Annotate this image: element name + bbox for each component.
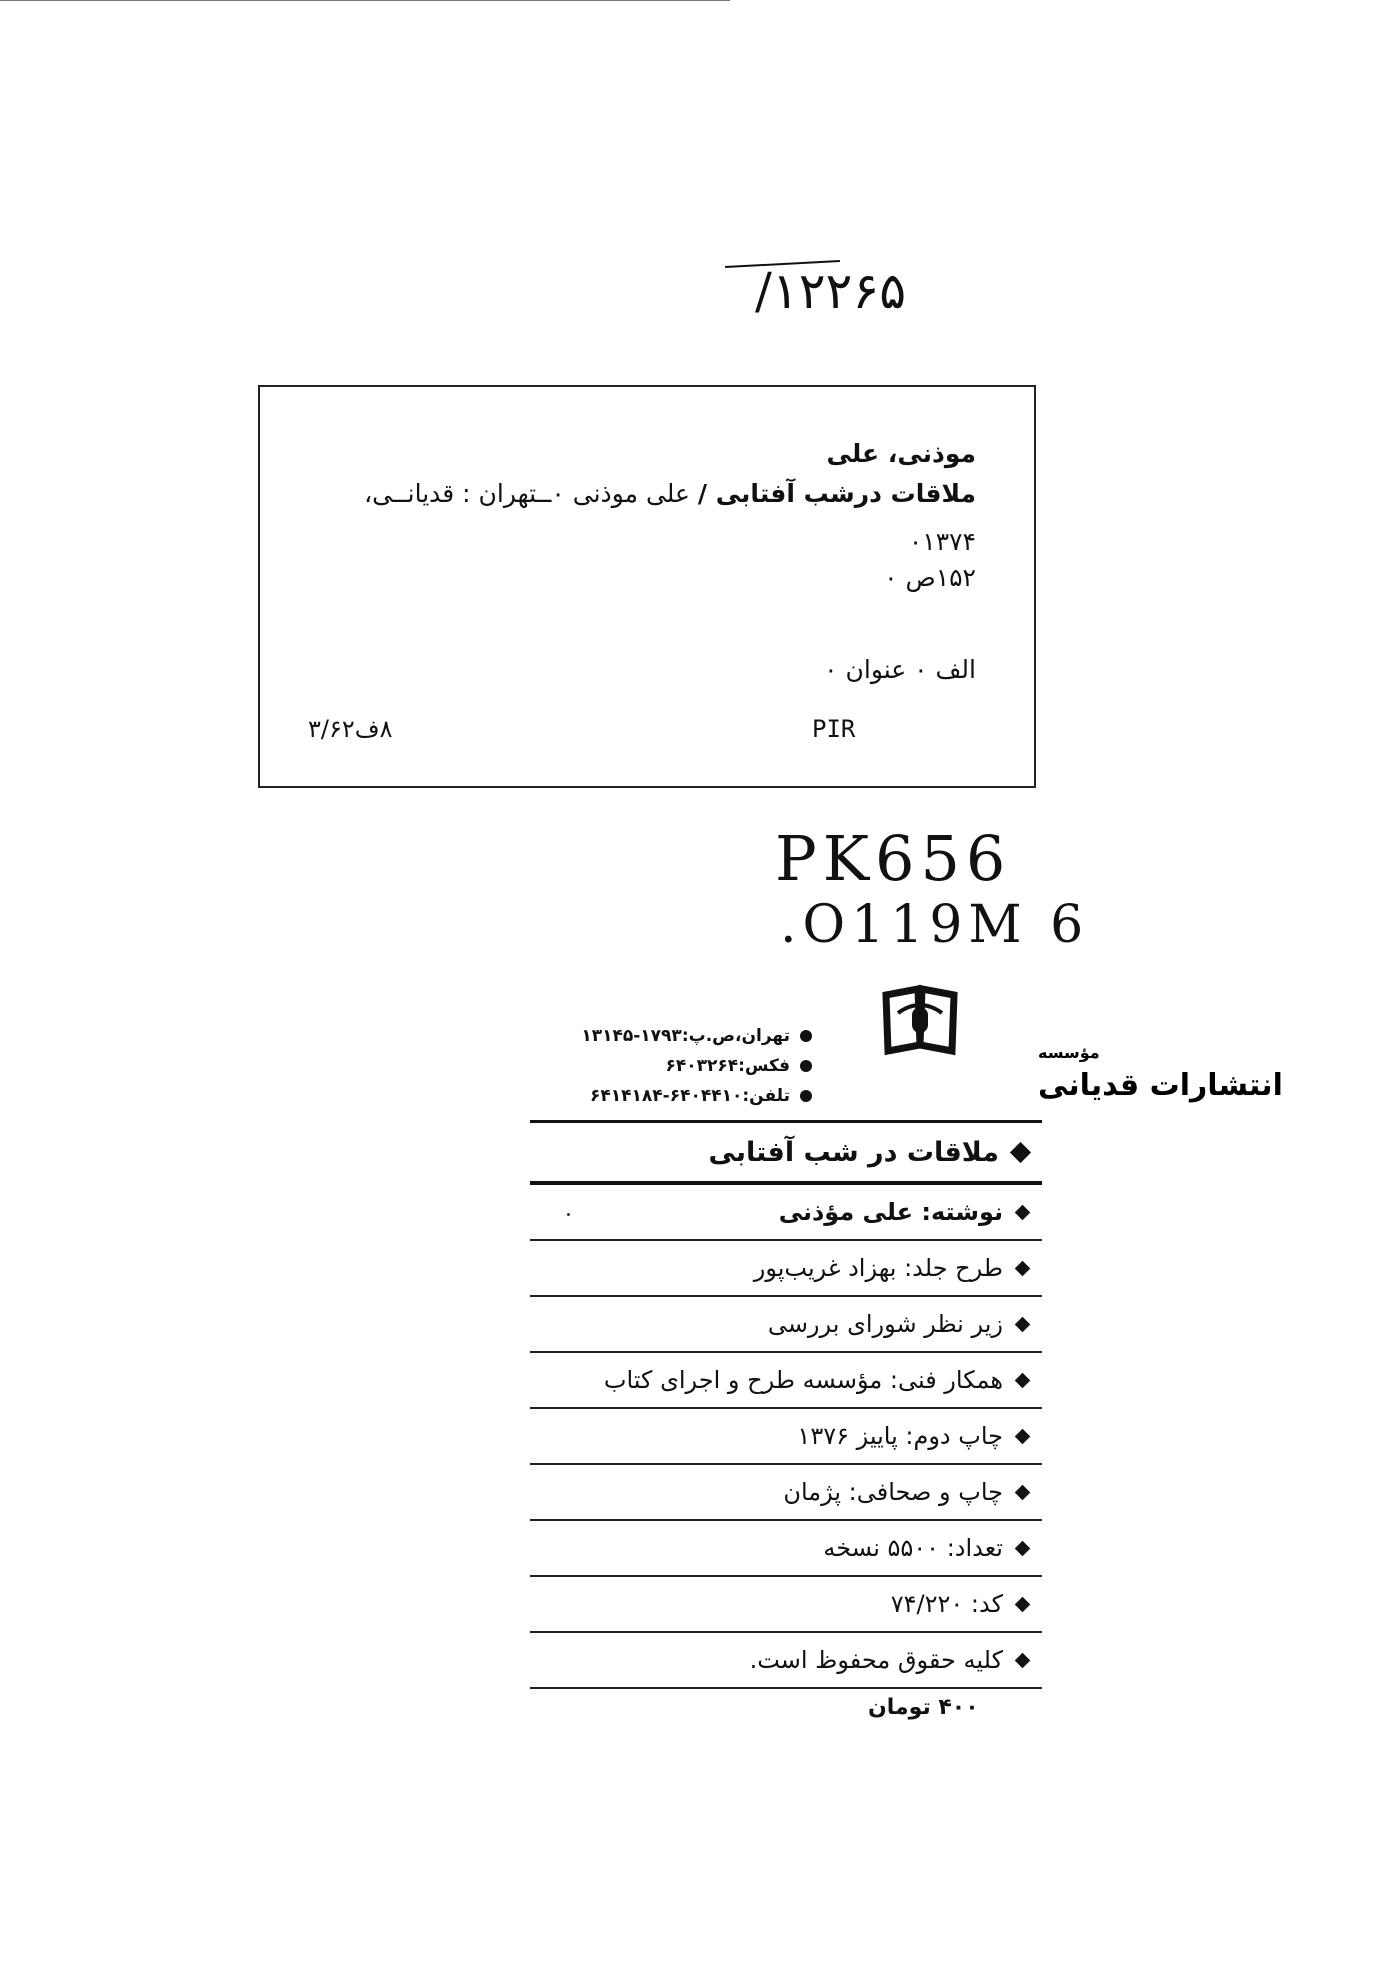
price-label: ۴۰۰ تومان <box>868 1695 979 1720</box>
diamond-bullet-icon <box>1010 1141 1031 1162</box>
diamond-bullet-icon <box>1015 1428 1031 1444</box>
colophon-text: زیر نظر شورای بررسی <box>767 1310 1003 1338</box>
diamond-bullet-icon <box>1015 1204 1031 1220</box>
catalog-card <box>258 385 1036 788</box>
logo-word-2: انتشارات قدیانی <box>1038 1068 1283 1103</box>
colophon-row-author <box>530 1185 1042 1241</box>
colophon-row-review-board <box>530 1297 1042 1353</box>
bullet-icon <box>800 1090 812 1102</box>
colophon-text: تعداد: ۵۵۰۰ نسخه <box>823 1534 1003 1562</box>
colophon-text: کلیه حقوق محفوظ است. <box>749 1646 1003 1674</box>
colophon-text: همکار فنی: مؤسسه طرح و اجرای کتاب <box>603 1366 1003 1394</box>
colophon-list <box>530 1120 1042 1689</box>
diamond-bullet-icon <box>1015 1540 1031 1556</box>
book-emblem-icon <box>886 989 954 1051</box>
diamond-bullet-icon <box>1015 1316 1031 1332</box>
card-lc-class: PIR <box>812 715 856 743</box>
bullet-icon <box>800 1030 812 1042</box>
diamond-bullet-icon <box>1015 1596 1031 1612</box>
colophon-row-print-run <box>530 1521 1042 1577</box>
logo-word-1: مؤسسه <box>1038 1043 1100 1062</box>
address-text: تهران،ص.پ:۱۷۹۳-۱۳۱۴۵ <box>581 1026 790 1046</box>
top-edge-rule <box>0 0 730 1</box>
publisher-block <box>530 985 1283 1115</box>
card-author: موذنی، علی <box>826 439 976 468</box>
colophon-text: ملاقات در شب آفتابی <box>708 1136 999 1168</box>
colophon-row-code <box>530 1577 1042 1633</box>
colophon-text: چاپ دوم: پاییز ۱۳۷۶ <box>797 1422 1003 1450</box>
contact-row-address <box>530 1021 812 1051</box>
bullet-icon <box>800 1060 812 1072</box>
colophon-text: کد: ۷۴/۲۲۰ <box>890 1590 1003 1618</box>
card-pages: ۱۵۲ص ۰ <box>884 563 976 592</box>
call-number-line-1: PK656 <box>775 822 1012 895</box>
publisher-contacts <box>530 1021 812 1111</box>
card-title-rest: علی موذنی ۰ــتهران : قدیانــی، <box>364 479 698 508</box>
colophon-row-rights <box>530 1633 1042 1689</box>
colophon-row-edition <box>530 1409 1042 1465</box>
card-subject: الف ۰ عنوان ۰ <box>824 655 976 684</box>
contact-row-fax <box>530 1051 812 1081</box>
accession-number: /۱۲۲۶۵ <box>755 262 907 320</box>
colophon-text: چاپ و صحافی: پژمان <box>783 1478 1003 1506</box>
card-year: ۰۱۳۷۴ <box>908 527 976 556</box>
colophon-text: نوشته: علی مؤذنی <box>778 1198 1003 1226</box>
card-title-main: ملاقات درشب آفتابی / <box>697 479 976 508</box>
diamond-bullet-icon <box>1015 1652 1031 1668</box>
call-number-line-2: .O119M 6 <box>780 895 1090 955</box>
fax-text: فکس:۶۴۰۳۲۶۴ <box>665 1056 790 1076</box>
diamond-bullet-icon <box>1015 1372 1031 1388</box>
colophon-row-printer <box>530 1465 1042 1521</box>
contact-row-phone <box>530 1081 812 1111</box>
diamond-bullet-icon <box>1015 1260 1031 1276</box>
diamond-bullet-icon <box>1015 1484 1031 1500</box>
colophon-row-title <box>530 1120 1042 1185</box>
publisher-logo <box>812 985 1283 1115</box>
colophon-row-technical <box>530 1353 1042 1409</box>
card-title <box>288 479 976 508</box>
colophon-text: طرح جلد: بهزاد غریب‌پور <box>753 1254 1003 1282</box>
colophon-row-cover-design <box>530 1241 1042 1297</box>
phone-text: تلفن:۶۴۰۴۴۱۰-۶۴۱۴۱۸۴ <box>590 1086 790 1106</box>
scan-speck <box>567 1213 570 1216</box>
card-cutter-number: ۸ف۳/۶۲ <box>308 715 393 743</box>
